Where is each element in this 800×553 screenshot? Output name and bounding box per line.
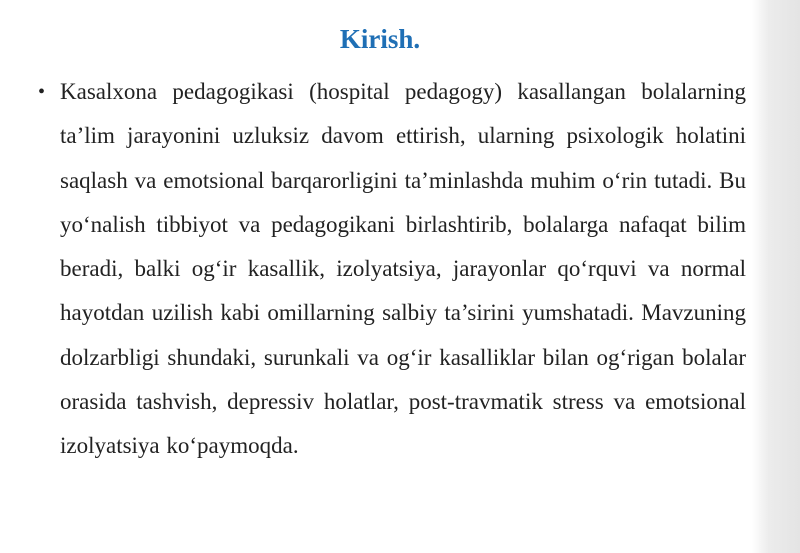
slide-title: Kirish.: [339, 24, 421, 54]
slide-edge-shadow: [752, 0, 800, 553]
bullet-marker: •: [38, 81, 46, 103]
bullet-item: [38, 70, 746, 469]
bullet-paragraph: Kasalxona pedagogikasi (hospital pedagogy) kasallangan bolalarning ta’lim jarayonini uzluksiz davom ettirish, ularning psixologik holatini saqlash va emotsional barqarorligini ta’minlashda muhim o‘rin tutadi. Bu yo‘nalish tibbiyot va pedagogikani birlashtirib, bolalarga nafaqat bilim beradi, balki og‘ir kasallik, izolyatsiya, jarayonlar qo‘rquvi va normal hayotdan uzilish kabi omillarning salbiy ta’sirini yumshatadi. Mavzuning dolzarbligi shundaki, surunkali va og‘ir kasalliklar bilan og‘rigan bolalar orasida tashvish, depressiv holatlar, post-travmatik stress va emotsional izolyatsiya ko‘paymoqda.: [60, 79, 746, 459]
